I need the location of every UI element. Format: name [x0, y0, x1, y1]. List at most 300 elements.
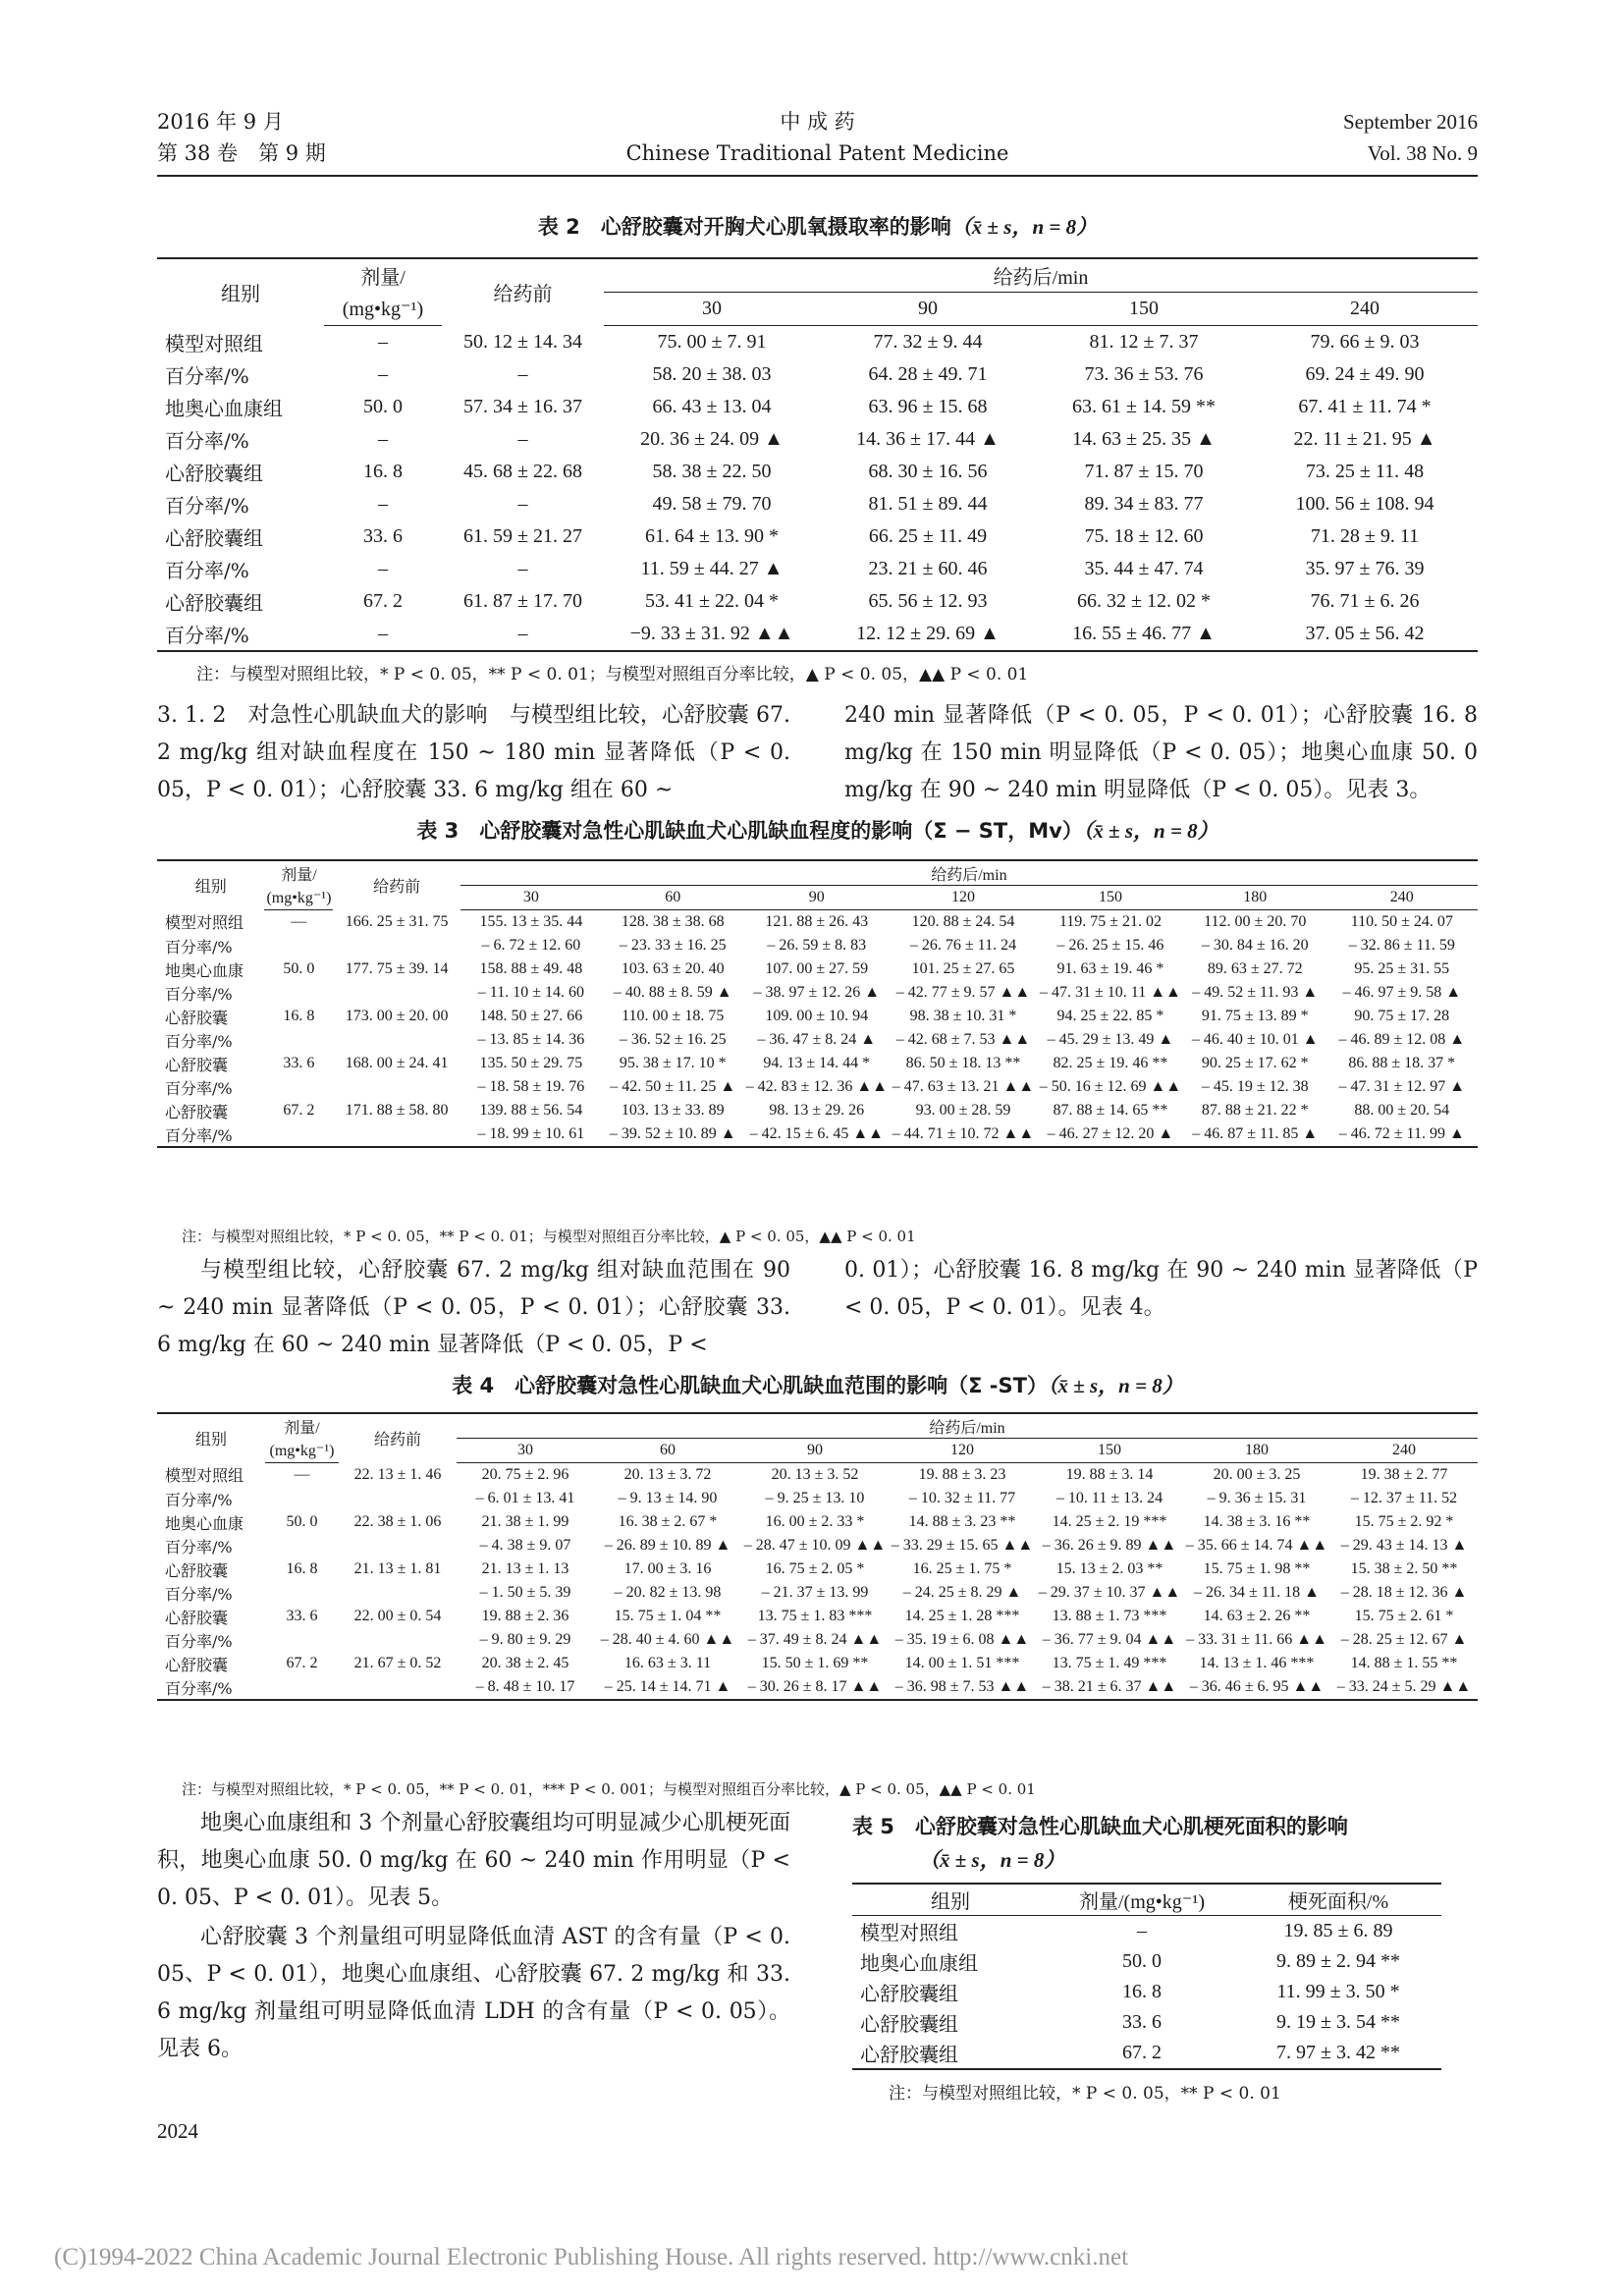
table-cell: 98. 13 ± 29. 26 — [769, 1102, 865, 1119]
table-cell: 19. 85 ± 6. 89 — [1283, 1920, 1393, 1941]
table-cell: – 8. 48 ± 10. 17 — [457, 1675, 594, 1700]
para1-left-text: 3. 1. 2 对急性心肌缺血犬的影响 与模型组比较，心舒胶囊 67. 2 mg/kg 组对缺血程度在 150 ~ 180 min 显著降低（P < 0. 05，P < 0. 01）；心舒胶囊 33. 6 mg/kg 组在 60 ~ — [157, 703, 790, 802]
table-cell — [264, 934, 333, 957]
para2-right — [844, 1252, 1478, 1327]
table-cell: 68. 30 ± 16. 56 — [868, 461, 988, 482]
table-cell: – 33. 29 ± 15. 65 ▲▲ — [891, 1537, 1034, 1554]
table-cell: – 1. 50 ± 5. 39 — [479, 1584, 571, 1601]
table-cell: 12. 12 ± 29. 69 ▲ — [820, 618, 1036, 651]
row-label: 地奥心血康组 — [860, 1951, 978, 1975]
table-cell: – 38. 21 ± 6. 37 ▲▲ — [1036, 1675, 1183, 1700]
table-cell: 87. 88 ± 21. 22 * — [1201, 1102, 1309, 1119]
table-cell: 121. 88 ± 26. 43 — [765, 913, 869, 930]
row-label: 百分率/% — [157, 1122, 264, 1147]
table-cell: 15. 50 ± 1. 69 ** — [761, 1655, 869, 1671]
table-cell: 20. 36 ± 24. 09 ▲ — [640, 428, 784, 450]
table-cell: 110. 50 ± 24. 07 — [1350, 913, 1453, 930]
table-cell: 64. 28 ± 49. 71 — [868, 363, 988, 385]
table-cell: — — [294, 1466, 310, 1483]
table-row — [157, 1005, 1478, 1028]
table-cell: – 46. 87 ± 11. 85 ▲ — [1184, 1122, 1326, 1147]
table-row — [157, 1675, 1478, 1700]
table-cell: – 44. 71 ± 10. 72 ▲▲ — [890, 1122, 1037, 1147]
header-volume: 第 38 卷 第 9 期 — [157, 141, 326, 165]
table-cell: 20. 13 ± 3. 52 — [771, 1466, 859, 1483]
table-cell: 15. 13 ± 2. 03 ** — [1055, 1560, 1163, 1577]
table-row — [157, 1099, 1478, 1122]
table-cell: – — [378, 428, 388, 450]
col-time: 120 — [890, 886, 1037, 910]
row-label: 心舒胶囊组 — [165, 462, 263, 485]
table-row — [852, 1916, 1441, 1947]
table-row — [157, 910, 1478, 935]
table-cell — [264, 1075, 333, 1099]
table-cell — [333, 934, 460, 957]
row-label: 百分率/% — [165, 1031, 233, 1051]
table-row — [157, 326, 1478, 359]
header-center — [157, 106, 1478, 169]
table5-note: 注：与模型对照组比较，* P < 0. 05，** P < 0. 01 — [889, 2084, 1281, 2104]
table-cell: 33. 6 — [363, 525, 403, 547]
table-cell: 103. 13 ± 33. 89 — [621, 1102, 725, 1119]
table-cell — [339, 1581, 457, 1605]
table-cell: – 9. 25 ± 13. 10 — [765, 1490, 865, 1506]
row-label: 百分率/% — [165, 1490, 233, 1509]
table-cell: 13. 75 ± 1. 49 *** — [1052, 1655, 1167, 1671]
row-label: 百分率/% — [165, 937, 233, 957]
table-cell: – 47. 31 ± 12. 97 ▲ — [1338, 1078, 1466, 1095]
table-cell: 19. 38 ± 2. 77 — [1360, 1466, 1448, 1483]
table-cell: 61. 64 ± 13. 90 * — [645, 525, 779, 547]
table-cell: 14. 25 ± 1. 28 *** — [904, 1608, 1020, 1624]
table-cell: 21. 38 ± 1. 99 — [481, 1513, 569, 1530]
table-cell: 21. 13 ± 1. 81 — [353, 1560, 442, 1577]
table-cell: 94. 13 ± 14. 44 * — [763, 1055, 871, 1071]
para1-right-text: 240 min 显著降低（P < 0. 05，P < 0. 01）；心舒胶囊 16. 8 mg/kg 在 150 min 明显降低（P < 0. 05）；地奥心血康 50. 0 mg/kg 在 90 ~ 240 min 明显降低（P < 0. 05）。见表 3。 — [844, 703, 1478, 802]
col-time: 60 — [594, 1439, 741, 1463]
table-cell: – 26. 89 ± 10. 89 ▲ — [604, 1537, 731, 1554]
table-cell: 61. 59 ± 21. 27 — [463, 525, 582, 547]
table-cell: 14. 63 ± 25. 35 ▲ — [1072, 428, 1216, 450]
table-cell: – 9. 13 ± 14. 90 — [618, 1490, 718, 1506]
header-date: 2016 年 9 月 — [157, 110, 284, 134]
table-cell: – — [324, 618, 442, 651]
table-cell: – 26. 25 ± 15. 46 — [1056, 937, 1164, 954]
table-cell: 67. 2 — [283, 1102, 315, 1119]
col-post: 给药后/min — [460, 860, 1478, 886]
table-row — [157, 934, 1478, 957]
table-cell: 75. 18 ± 12. 60 — [1084, 525, 1204, 547]
table-cell: – 28. 18 ± 12. 36 ▲ — [1340, 1584, 1468, 1601]
table-cell: 155. 13 ± 35. 44 — [479, 913, 583, 930]
table-cell: – 20. 82 ± 13. 98 — [614, 1584, 722, 1601]
table-cell: 86. 50 ± 18. 13 ** — [905, 1055, 1021, 1071]
col-group: 组别 — [157, 258, 324, 326]
table-cell: – 21. 37 ± 13. 99 — [761, 1584, 869, 1601]
col-dose-unit: (mg•kg⁻¹) — [264, 886, 333, 910]
row-label: 百分率/% — [157, 618, 324, 651]
col-dose: 剂量/ — [324, 258, 442, 293]
table-cell: 148. 50 ± 27. 66 — [479, 1008, 583, 1024]
table-row — [157, 1628, 1478, 1652]
row-label: 模型对照组 — [165, 1466, 244, 1486]
table-cell: 71. 28 ± 9. 11 — [1310, 525, 1420, 547]
table-cell: 16. 00 ± 2. 33 * — [765, 1513, 865, 1530]
row-label: 百分率/% — [165, 1537, 233, 1557]
row-label: 模型对照组 — [860, 1921, 958, 1944]
table-cell: – — [378, 331, 388, 353]
table-cell: – — [517, 363, 528, 385]
table-cell: 11. 99 ± 3. 50 * — [1276, 1981, 1400, 2002]
table-cell: 58. 38 ± 22. 50 — [652, 461, 772, 482]
table-cell: 13. 88 ± 1. 73 *** — [1052, 1608, 1167, 1624]
row-label: 心舒胶囊 — [165, 1608, 229, 1627]
table-row — [157, 1652, 1478, 1675]
table-cell: 139. 88 ± 56. 54 — [479, 1102, 583, 1119]
table-cell: 50. 0 — [283, 960, 315, 977]
col-time: 180 — [1184, 886, 1326, 910]
para2-right-text: 0. 01）；心舒胶囊 16. 8 mg/kg 在 90 ~ 240 min 显著降低（P < 0. 05，P < 0. 01）。见表 4。 — [844, 1258, 1478, 1320]
table-row — [852, 2038, 1441, 2069]
table-cell: – 13. 85 ± 14. 36 — [477, 1031, 585, 1048]
table-cell: – 12. 37 ± 11. 52 — [1350, 1490, 1458, 1506]
table-cell: 17. 00 ± 3. 16 — [623, 1560, 712, 1577]
row-label: 地奥心血康 — [165, 1513, 244, 1533]
table-cell: – 28. 40 ± 4. 60 ▲▲ — [600, 1631, 735, 1648]
table-row — [157, 1605, 1478, 1628]
table4-caption-text: 表 4 心舒胶囊对急性心肌缺血犬心肌缺血范围的影响（Σ -ST） — [452, 1374, 1048, 1397]
col-time: 90 — [744, 886, 890, 910]
table-row — [157, 1122, 1478, 1147]
table-cell: 14. 00 ± 1. 51 *** — [904, 1655, 1020, 1671]
table-cell: – 28. 47 ± 10. 09 ▲▲ — [743, 1537, 887, 1554]
col-time: 150 — [1036, 1439, 1183, 1463]
table-cell: 22. 38 ± 1. 06 — [353, 1513, 442, 1530]
row-label: 心舒胶囊组 — [165, 526, 263, 550]
table-row — [157, 1581, 1478, 1605]
table-cell: 16. 63 ± 3. 11 — [623, 1655, 712, 1671]
table-cell: 14. 88 ± 1. 55 ** — [1350, 1655, 1458, 1671]
table-cell: – — [1137, 1920, 1147, 1941]
col-pre: 给药前 — [442, 258, 604, 326]
table-cell: – 46. 89 ± 12. 08 ▲ — [1338, 1031, 1466, 1048]
table-cell: 100. 56 ± 108. 94 — [1295, 493, 1434, 515]
table-cell: 177. 75 ± 39. 14 — [345, 960, 449, 977]
header-volume-en: Vol. 38 No. 9 — [1367, 141, 1478, 165]
table-cell: 16. 55 ± 46. 77 ▲ — [1036, 618, 1252, 651]
table-cell: 63. 61 ± 14. 59 ** — [1072, 396, 1216, 417]
table-row — [157, 1558, 1478, 1581]
table-cell: 19. 88 ± 3. 23 — [918, 1466, 1006, 1483]
table-cell: 110. 00 ± 18. 75 — [622, 1008, 725, 1024]
table-cell: 77. 32 ± 9. 44 — [873, 331, 983, 353]
table-cell — [333, 981, 460, 1005]
table-row — [157, 391, 1478, 423]
col-pre: 给药前 — [333, 860, 460, 910]
table-cell: – 37. 49 ± 8. 24 ▲▲ — [747, 1631, 883, 1648]
table-cell: – 36. 47 ± 8. 24 ▲ — [757, 1031, 877, 1048]
table-row — [852, 1946, 1441, 1977]
table-cell: – 6. 72 ± 12. 60 — [481, 937, 581, 954]
table-cell: 20. 13 ± 3. 72 — [623, 1466, 712, 1483]
table-cell: – 33. 31 ± 11. 66 ▲▲ — [1186, 1631, 1327, 1648]
table-cell: – 46. 97 ± 9. 58 ▲ — [1342, 984, 1462, 1001]
table-cell: – 18. 58 ± 19. 76 — [477, 1078, 585, 1095]
table-row — [157, 1534, 1478, 1558]
table-row — [157, 488, 1478, 520]
para3-text: 地奥心血康组和 3 个剂量心舒胶囊组均可明显减少心肌梗死面积，地奥心血康 50. 0 mg/kg 在 60 ~ 240 min 作用明显（P < 0. 05、P < 0. 01）。见表 5。 — [157, 1811, 790, 1910]
table-cell: −9. 33 ± 31. 92 ▲▲ — [604, 618, 820, 651]
table4-caption — [157, 1371, 1478, 1400]
col-dose-unit: (mg•kg⁻¹) — [265, 1439, 339, 1463]
row-label: 百分率/% — [165, 429, 249, 453]
table-cell: 107. 00 ± 27. 59 — [765, 960, 869, 977]
col-post: 给药后/min — [457, 1413, 1478, 1439]
table-cell: – 35. 19 ± 6. 08 ▲▲ — [894, 1631, 1030, 1648]
table-cell: 14. 36 ± 17. 44 ▲ — [856, 428, 1000, 450]
table-row — [157, 1052, 1478, 1075]
table-cell — [264, 1122, 333, 1147]
journal-title-en: Chinese Traditional Patent Medicine — [625, 141, 1009, 165]
table-row — [157, 981, 1478, 1005]
col-group: 组别 — [157, 1413, 265, 1463]
col-time: 30 — [604, 293, 820, 326]
row-label: 心舒胶囊 — [165, 1008, 229, 1027]
table3-caption-stat: （x̄ ± s，n = 8） — [1082, 819, 1218, 843]
table-cell — [333, 1028, 460, 1052]
table-cell — [264, 981, 333, 1005]
table-cell: 14. 63 ± 2. 26 ** — [1203, 1608, 1311, 1624]
para2-left-text: 与模型组比较，心舒胶囊 67. 2 mg/kg 组对缺血范围在 90 ~ 240 min 显著降低（P < 0. 05，P < 0. 01）；心舒胶囊 33. 6 mg/kg 在 60 ~ 240 min 显著降低（P < 0. 05，P < — [157, 1258, 790, 1357]
table-cell: 22. 00 ± 0. 54 — [353, 1608, 442, 1624]
col-time: 90 — [820, 293, 1036, 326]
table-row — [157, 1028, 1478, 1052]
table-cell: 101. 25 ± 27. 65 — [911, 960, 1015, 977]
table-row — [157, 585, 1478, 618]
table-row — [157, 1463, 1478, 1488]
table-cell — [333, 1122, 460, 1147]
table3-note: 注：与模型对照组比较，* P < 0. 05，** P < 0. 01；与模型对照组百分率比较，▲ P < 0. 05，▲▲ P < 0. 01 — [182, 1228, 916, 1245]
table-row — [157, 957, 1478, 981]
row-label: 百分率/% — [157, 1675, 265, 1700]
col-time: 240 — [1330, 1439, 1478, 1463]
table2 — [157, 257, 1478, 652]
table-cell — [333, 1075, 460, 1099]
table-cell: 171. 88 ± 58. 80 — [345, 1102, 449, 1119]
table-cell: – 11. 10 ± 14. 60 — [477, 984, 584, 1001]
table-cell: – 35. 66 ± 14. 74 ▲▲ — [1185, 1537, 1328, 1554]
table-cell: 166. 25 ± 31. 75 — [345, 912, 449, 930]
table-cell: – 30. 26 ± 8. 17 ▲▲ — [741, 1675, 889, 1700]
col-dose: 剂量/ — [265, 1413, 339, 1439]
table-cell: 13. 75 ± 1. 83 *** — [757, 1608, 873, 1624]
row-label: 心舒胶囊 — [165, 1055, 229, 1074]
table-cell: – 42. 68 ± 7. 53 ▲▲ — [895, 1031, 1031, 1048]
table-cell: 86. 88 ± 18. 37 * — [1348, 1055, 1456, 1071]
col-dose: 剂量/(mg•kg⁻¹) — [1049, 1884, 1235, 1916]
copyright-footer: (C)1994-2022 China Academic Journal Electronic Publishing House. All rights reserved. http://www.cnki.net — [54, 2244, 1129, 2270]
row-label: 心舒胶囊 — [165, 1102, 229, 1121]
row-label: 心舒胶囊 — [165, 1655, 229, 1674]
table4-caption-stat: （x̄ ± s，n = 8） — [1047, 1374, 1183, 1397]
table-cell: – 26. 76 ± 11. 24 — [909, 937, 1017, 954]
row-label: 模型对照组 — [165, 331, 263, 355]
table-cell: 16. 8 — [286, 1560, 318, 1577]
table-cell: 58. 20 ± 38. 03 — [652, 363, 772, 385]
table-cell: 91. 63 ± 19. 46 * — [1056, 960, 1164, 977]
table-cell: 103. 63 ± 20. 40 — [621, 960, 725, 977]
table-cell: 67. 2 — [1049, 2038, 1235, 2069]
table-cell: 22. 11 ± 21. 95 ▲ — [1293, 428, 1436, 450]
table4-body — [157, 1463, 1478, 1701]
table-cell: – 47. 31 ± 10. 11 ▲▲ — [1040, 984, 1181, 1001]
table-cell: – 36. 46 ± 6. 95 ▲▲ — [1183, 1675, 1330, 1700]
table-cell: 16. 38 ± 2. 67 * — [618, 1513, 718, 1530]
table-cell: 73. 36 ± 53. 76 — [1084, 363, 1204, 385]
table-cell: 19. 88 ± 2. 36 — [481, 1608, 569, 1624]
table-cell: – 9. 36 ± 15. 31 — [1207, 1490, 1307, 1506]
table-row — [157, 1510, 1478, 1534]
journal-title-cn: 中 成 药 — [780, 110, 855, 134]
col-post: 给药后/min — [604, 258, 1478, 293]
row-label: 百分率/% — [165, 559, 249, 582]
table-cell: – 26. 59 ± 8. 83 — [767, 937, 867, 954]
table-cell: 90. 25 ± 17. 62 * — [1201, 1055, 1309, 1071]
table3-caption — [157, 816, 1478, 846]
table-cell — [265, 1628, 339, 1652]
col-pre: 给药前 — [339, 1413, 457, 1463]
table-cell: 53. 41 ± 22. 04 * — [645, 590, 779, 612]
table-cell: – 36. 26 ± 9. 89 ▲▲ — [1042, 1537, 1177, 1554]
table-cell: – — [517, 558, 528, 579]
table-cell: – 23. 33 ± 16. 25 — [619, 937, 727, 954]
table-cell: 19. 88 ± 3. 14 — [1065, 1466, 1154, 1483]
table-cell: 89. 34 ± 83. 77 — [1084, 493, 1204, 515]
table-cell: – 30. 84 ± 16. 20 — [1201, 937, 1309, 954]
table-cell: 69. 24 ± 49. 90 — [1305, 363, 1425, 385]
table-cell: 87. 88 ± 14. 65 ** — [1053, 1102, 1168, 1119]
table-cell: – 25. 14 ± 14. 71 ▲ — [594, 1675, 741, 1700]
table-cell: 119. 75 ± 21. 02 — [1058, 913, 1163, 930]
table-cell: 65. 56 ± 12. 93 — [868, 590, 988, 612]
table-cell — [265, 1487, 339, 1510]
table-cell: 20. 00 ± 3. 25 — [1213, 1466, 1301, 1483]
table-cell: 66. 32 ± 12. 02 * — [1077, 590, 1211, 612]
table-cell: 15. 75 ± 1. 98 ** — [1203, 1560, 1311, 1577]
table-cell: 120. 88 ± 24. 54 — [911, 913, 1015, 930]
table5-caption — [852, 1810, 1481, 1877]
header-rule — [157, 175, 1478, 177]
row-label: 心舒胶囊组 — [860, 1982, 958, 2005]
table-cell: — — [291, 913, 307, 930]
table-cell: 94. 25 ± 22. 85 * — [1056, 1008, 1164, 1024]
table-cell: 37. 05 ± 56. 42 — [1252, 618, 1478, 651]
col-group: 组别 — [157, 860, 264, 910]
table-row — [852, 1977, 1441, 2007]
table-cell: – 45. 19 ± 12. 38 — [1201, 1078, 1309, 1095]
table-cell: 45. 68 ± 22. 68 — [463, 461, 582, 482]
table-cell: 33. 6 — [283, 1055, 315, 1071]
table-cell: 71. 87 ± 15. 70 — [1084, 461, 1204, 482]
table-cell: – 42. 15 ± 6. 45 ▲▲ — [744, 1122, 890, 1147]
table-cell: 14. 25 ± 2. 19 *** — [1052, 1513, 1167, 1530]
table-cell: – 29. 43 ± 14. 13 ▲ — [1340, 1537, 1468, 1554]
row-label: 地奥心血康组 — [165, 397, 283, 420]
table-cell: – 47. 63 ± 13. 21 ▲▲ — [892, 1078, 1035, 1095]
table-cell: 112. 00 ± 20. 70 — [1204, 913, 1307, 930]
row-label: 心舒胶囊组 — [860, 2012, 958, 2036]
table-cell: 168. 00 ± 24. 41 — [345, 1055, 449, 1071]
table-cell: – 24. 25 ± 8. 29 ▲ — [902, 1584, 1022, 1601]
table-cell: 22. 13 ± 1. 46 — [353, 1465, 442, 1483]
table-cell: – — [378, 558, 388, 579]
table-cell: 158. 88 ± 49. 48 — [479, 960, 583, 977]
row-label: 心舒胶囊组 — [852, 2038, 1049, 2069]
table2-note: 注：与模型对照组比较，* P < 0. 05，** P < 0. 01；与模型对照组百分率比较，▲ P < 0. 05，▲▲ P < 0. 01 — [196, 665, 1029, 684]
row-label: 模型对照组 — [165, 913, 244, 933]
table-cell: 20. 38 ± 2. 45 — [481, 1655, 569, 1671]
table-cell: 90. 75 ± 17. 28 — [1354, 1008, 1450, 1024]
table-cell: 91. 75 ± 13. 89 * — [1201, 1008, 1309, 1024]
table-cell: 128. 38 ± 38. 68 — [621, 913, 725, 930]
col-time: 60 — [602, 886, 744, 910]
table-cell: 21. 67 ± 0. 52 — [353, 1655, 442, 1671]
table-row — [852, 2007, 1441, 2038]
table-cell: – 46. 27 ± 12. 20 ▲ — [1037, 1122, 1184, 1147]
row-label: 百分率/% — [165, 1584, 233, 1604]
table2-caption-text: 表 2 心舒胶囊对开胸犬心肌氧摄取率的影响 — [537, 215, 951, 239]
table-cell: 23. 21 ± 60. 46 — [868, 558, 988, 579]
table5-caption-stat: （x̄ ± s，n = 8） — [919, 1848, 1065, 1872]
table-cell: – 18. 99 ± 10. 61 — [460, 1122, 602, 1147]
table-cell: 50. 12 ± 14. 34 — [463, 330, 582, 353]
table-cell: 50. 0 — [1122, 1950, 1162, 1972]
table-row — [157, 520, 1478, 553]
row-label: 百分率/% — [165, 1078, 233, 1098]
table-cell: 95. 25 ± 31. 55 — [1354, 960, 1450, 977]
table-cell: – 36. 77 ± 9. 04 ▲▲ — [1042, 1631, 1177, 1648]
table-cell: 75. 00 ± 7. 91 — [657, 331, 767, 353]
table-cell: 33. 6 — [1122, 2011, 1162, 2033]
col-area: 梗死面积/% — [1235, 1884, 1441, 1916]
table-cell: 16. 25 ± 1. 75 * — [912, 1560, 1012, 1577]
table-cell: – 38. 97 ± 12. 26 ▲ — [753, 984, 881, 1001]
col-time: 30 — [460, 886, 602, 910]
table-cell: 7. 97 ± 3. 42 ** — [1235, 2038, 1441, 2069]
table-cell: 16. 8 — [283, 1008, 315, 1024]
col-time: 240 — [1252, 293, 1478, 326]
table-cell: 173. 00 ± 20. 00 — [345, 1008, 449, 1024]
table-cell: 49. 58 ± 79. 70 — [652, 493, 772, 515]
table-cell: – 6. 01 ± 13. 41 — [475, 1490, 575, 1506]
table-cell: 9. 89 ± 2. 94 ** — [1276, 1950, 1400, 1972]
table5 — [852, 1883, 1441, 2070]
table-cell — [265, 1675, 339, 1700]
table4 — [157, 1412, 1478, 1701]
table-cell: 15. 38 ± 2. 50 ** — [1350, 1560, 1458, 1577]
table-cell: – 42. 50 ± 11. 25 ▲ — [610, 1078, 736, 1095]
table-cell — [339, 1628, 457, 1652]
table-cell: – 42. 83 ± 12. 36 ▲▲ — [745, 1078, 889, 1095]
table-cell: – — [517, 428, 528, 450]
table-row — [157, 456, 1478, 488]
table-cell: 14. 38 ± 3. 16 ** — [1203, 1513, 1311, 1530]
table-cell: 93. 00 ± 28. 59 — [915, 1102, 1011, 1119]
table-cell: – 39. 52 ± 10. 89 ▲ — [602, 1122, 744, 1147]
row-label: 百分率/% — [165, 1631, 233, 1651]
table-cell: 50. 0 — [286, 1513, 318, 1530]
table-row — [157, 553, 1478, 585]
